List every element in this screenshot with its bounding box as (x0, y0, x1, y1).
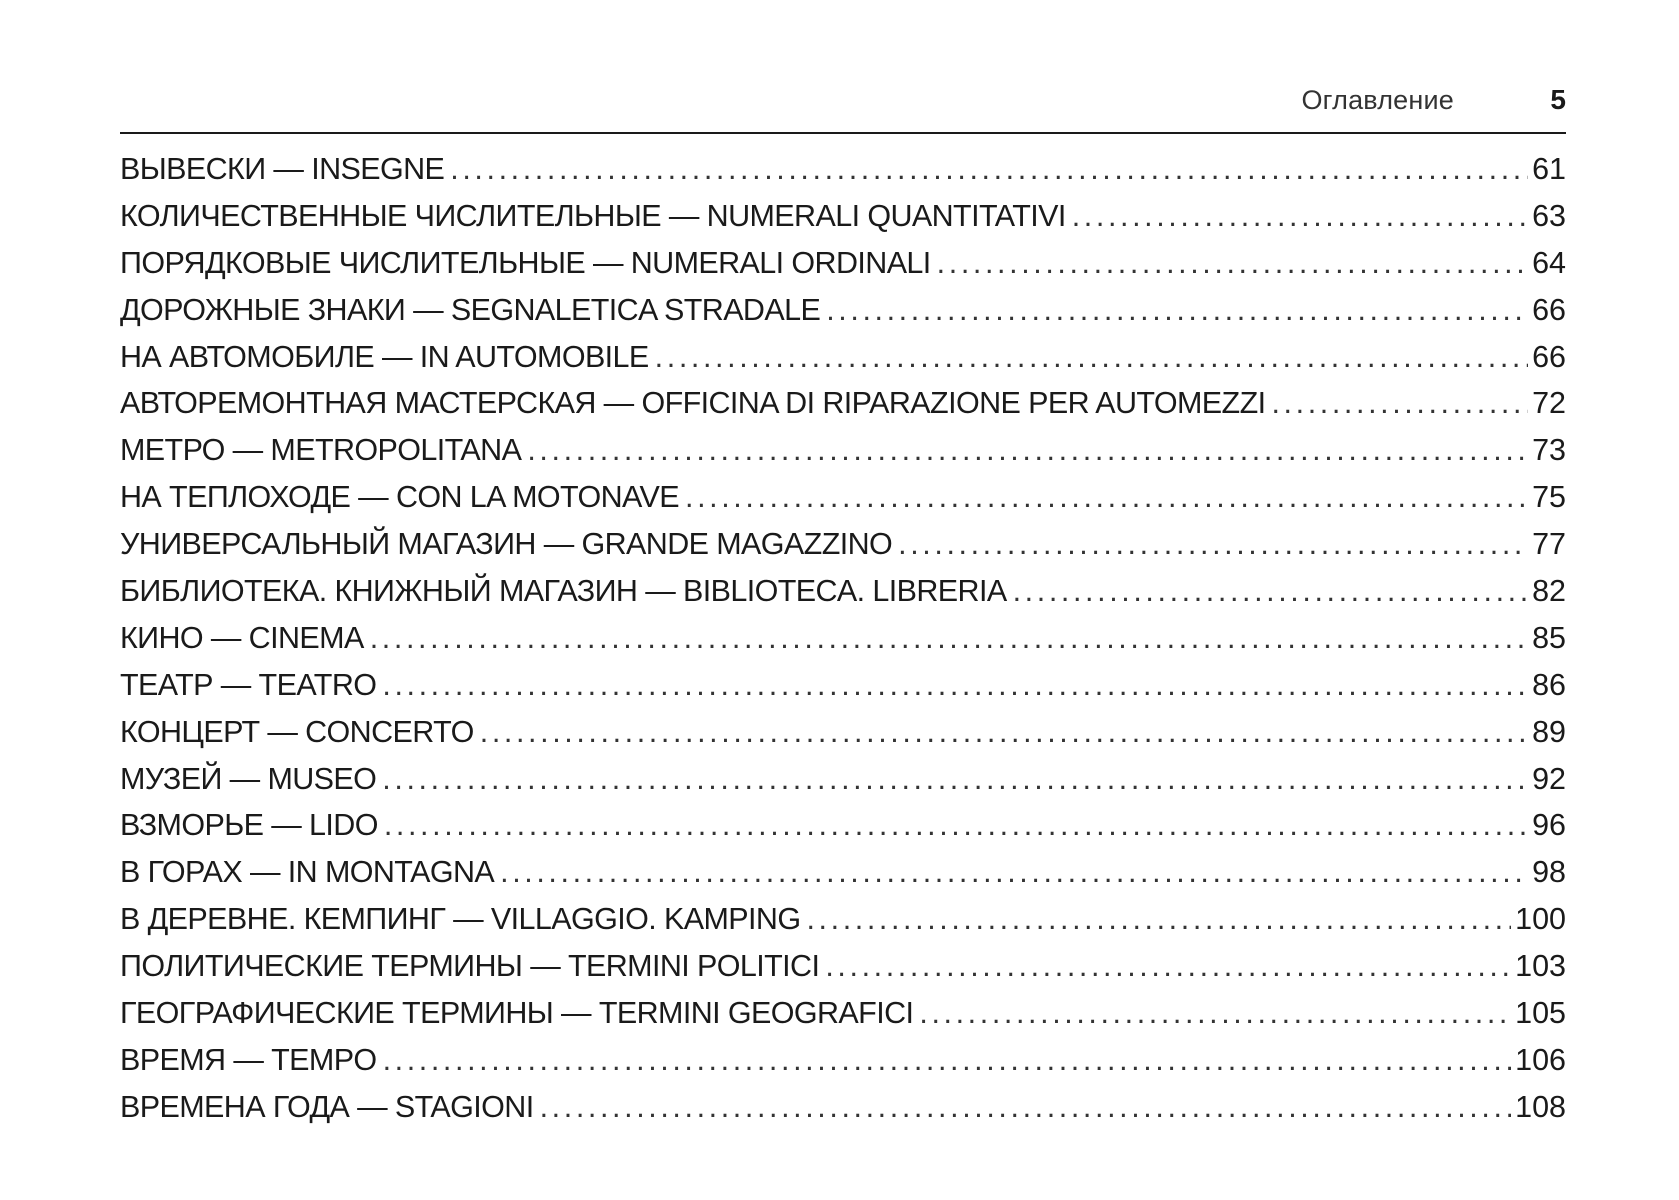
toc-entry (120, 668, 1566, 715)
toc-leader-dots (806, 902, 1511, 937)
toc-leader-dots (382, 762, 1528, 797)
toc-leader-dots (826, 293, 1528, 328)
toc-entry-title: КОНЦЕРТ — CONCERTO (120, 714, 474, 749)
toc-entry (120, 1043, 1566, 1090)
toc-entry-page: 92 (1532, 761, 1566, 796)
toc-entry-page: 106 (1515, 1042, 1566, 1077)
toc-entry (120, 199, 1566, 246)
toc-entry-title: НА АВТОМОБИЛЕ — IN AUTOMOBILE (120, 339, 649, 374)
toc-leader-dots (685, 480, 1528, 515)
toc-entry-title: ВЗМОРЬЕ — LIDO (120, 808, 378, 843)
toc-entry (120, 902, 1566, 949)
toc-leader-dots (1013, 574, 1528, 609)
toc-entry-page: 96 (1532, 808, 1566, 843)
toc-entry (120, 433, 1566, 480)
toc-leader-dots (1271, 386, 1528, 421)
toc-entry (120, 949, 1566, 996)
toc-entry (120, 808, 1566, 855)
toc-leader-dots (1072, 199, 1528, 234)
toc-leader-dots (825, 949, 1511, 984)
toc-entry (120, 574, 1566, 621)
toc-entry (120, 855, 1566, 902)
toc-entry (120, 996, 1566, 1043)
toc-entry-page: 72 (1532, 386, 1566, 421)
toc-entry-title: В ГОРАХ — IN MONTAGNA (120, 855, 495, 890)
toc-entry-title: АВТОРЕМОНТНАЯ МАСТЕРСКАЯ — OFFICINA DI RIPARAZIONE PER AUTOMEZZI (120, 386, 1266, 421)
toc-leader-dots (480, 715, 1528, 750)
table-of-contents (120, 152, 1566, 1137)
toc-entry-page: 75 (1532, 480, 1566, 515)
toc-entry-page: 108 (1515, 1089, 1566, 1124)
toc-entry-title: МУЗЕЙ — MUSEO (120, 761, 377, 796)
toc-entry-page: 100 (1515, 902, 1566, 937)
toc-entry (120, 715, 1566, 762)
toc-entry (120, 762, 1566, 809)
toc-entry-title: КОЛИЧЕСТВЕННЫЕ ЧИСЛИТЕЛЬНЫЕ — NUMERALI QUANTITATIVI (120, 198, 1066, 233)
toc-leader-dots (540, 1090, 1512, 1125)
toc-entry (120, 152, 1566, 199)
toc-entry-title: МЕТРО — METROPOLITANA (120, 433, 522, 468)
toc-entry-title: В ДЕРЕВНЕ. КЕМПИНГ — VILLAGGIO. KAMPING (120, 902, 801, 937)
toc-leader-dots (919, 996, 1511, 1031)
toc-entry-title: ПОЛИТИЧЕСКИЕ ТЕРМИНЫ — TERMINI POLITICI (120, 949, 820, 984)
toc-entry-title: БИБЛИОТЕКА. КНИЖНЫЙ МАГАЗИН — BIBLIOTECA. LIBRERIA (120, 574, 1007, 609)
toc-leader-dots (384, 808, 1528, 843)
toc-entry-title: ПОРЯДКОВЫЕ ЧИСЛИТЕЛЬНЫЕ — NUMERALI ORDINALI (120, 245, 931, 280)
toc-entry-title: ВРЕМЯ — TEMPO (120, 1042, 377, 1077)
toc-leader-dots (382, 668, 1528, 703)
toc-entry-page: 77 (1532, 527, 1566, 562)
toc-leader-dots (937, 246, 1528, 281)
book-page (120, 84, 1566, 1137)
toc-entry-page: 66 (1532, 292, 1566, 327)
toc-entry-title: НА ТЕПЛОХОДЕ — CON LA MOTONAVE (120, 480, 680, 515)
toc-entry-title: ВЫВЕСКИ — INSEGNE (120, 152, 445, 186)
toc-entry (120, 480, 1566, 527)
toc-entry (120, 527, 1566, 574)
toc-entry (120, 1090, 1566, 1137)
toc-leader-dots (450, 152, 1528, 187)
toc-entry (120, 246, 1566, 293)
running-header (120, 84, 1566, 134)
page-number: 5 (1550, 84, 1566, 115)
toc-leader-dots (655, 340, 1528, 375)
toc-entry-page: 89 (1532, 714, 1566, 749)
toc-entry-page: 63 (1532, 198, 1566, 233)
toc-leader-dots (383, 1043, 1512, 1078)
toc-entry (120, 621, 1566, 668)
toc-entry-page: 82 (1532, 574, 1566, 609)
toc-entry-page: 105 (1515, 996, 1566, 1031)
toc-entry-title: ДОРОЖНЫЕ ЗНАКИ — SEGNALETICA STRADALE (120, 292, 821, 327)
toc-entry-title: УНИВЕРСАЛЬНЫЙ МАГАЗИН — GRANDE MAGAZZINO (120, 527, 893, 562)
toc-entry-page: 103 (1515, 949, 1566, 984)
toc-entry-page: 86 (1532, 667, 1566, 702)
toc-entry (120, 340, 1566, 387)
toc-entry-title: ВРЕМЕНА ГОДА — STAGIONI (120, 1089, 534, 1124)
toc-entry-title: КИНО — CINEMA (120, 620, 364, 655)
toc-entry-page: 61 (1532, 152, 1566, 186)
toc-leader-dots (500, 855, 1528, 890)
toc-entry-title: ТЕАТР — TEATRO (120, 667, 377, 702)
toc-entry (120, 293, 1566, 340)
toc-leader-dots (898, 527, 1528, 562)
toc-leader-dots (370, 621, 1528, 656)
toc-entry-page: 98 (1532, 855, 1566, 890)
toc-leader-dots (527, 433, 1528, 468)
toc-entry (120, 386, 1566, 433)
toc-entry-page: 73 (1532, 433, 1566, 468)
toc-entry-title: ГЕОГРАФИЧЕСКИЕ ТЕРМИНЫ — TERMINI GEOGRAFICI (120, 996, 914, 1031)
toc-entry-page: 85 (1532, 620, 1566, 655)
toc-entry-page: 66 (1532, 339, 1566, 374)
toc-entry-page: 64 (1532, 245, 1566, 280)
running-title: Оглавление (1301, 85, 1454, 115)
